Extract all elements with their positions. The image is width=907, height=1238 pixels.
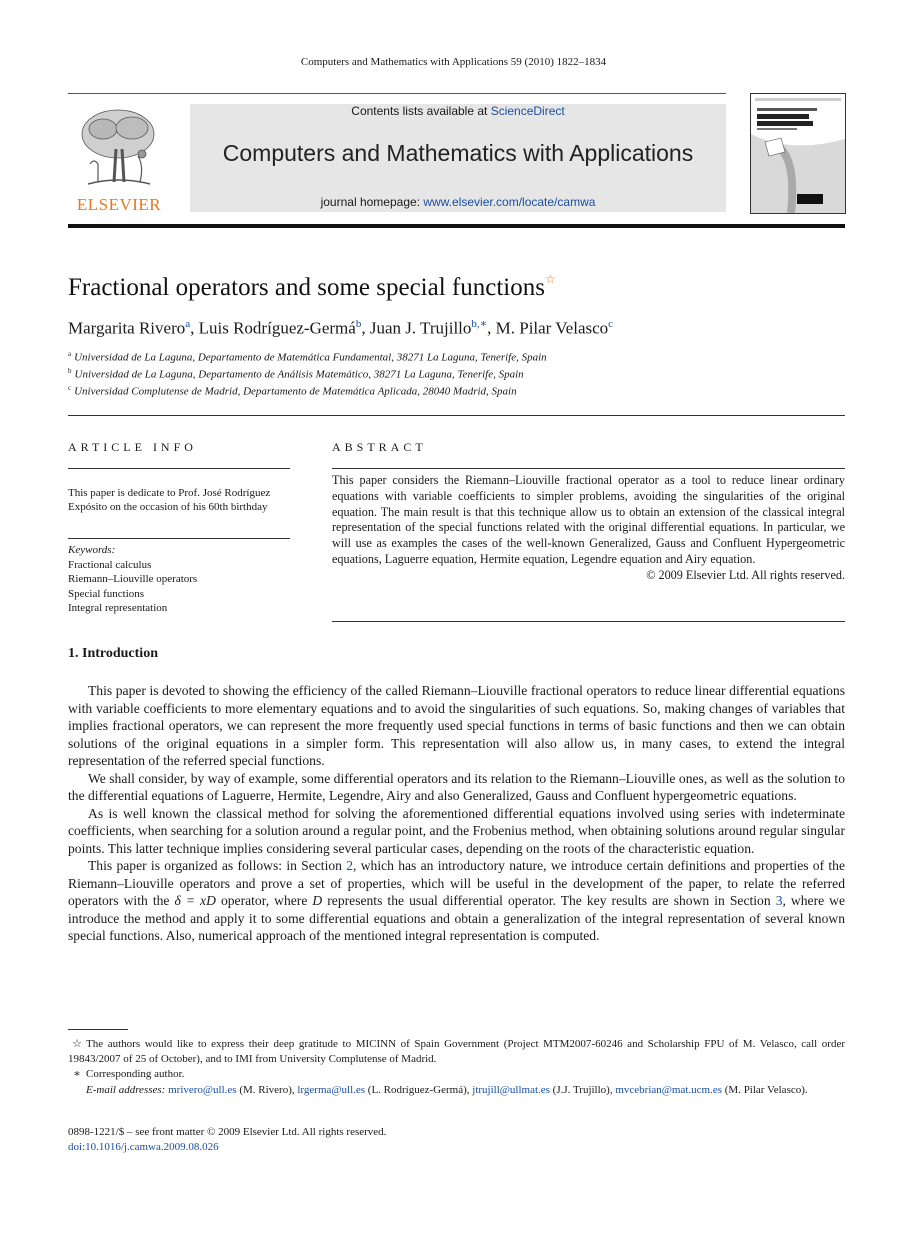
- footnotes: [68, 1037, 845, 1098]
- author-affil-mark[interactable]: b,∗: [471, 318, 488, 330]
- author-name: Luis Rodríguez-Germá: [198, 318, 356, 338]
- introduction-body: [68, 682, 845, 945]
- abstract-paragraph: This paper considers the Riemann–Liouville fractional operator as a tool to reduce linear ordinary equations with variable coefficients to simpler problems, avoiding the singularities of the original equation. The main result is that this technique allow us to obtain an extension of the classical integral representation of the special functions related with the original differential equations. In particular, we will use as examples the cases of the well-known Generalized, Gauss and Confluent Hypergeometric equations, Laguerre equation, Hermite equation, Legendre equation and Airy equation.: [332, 473, 845, 566]
- affiliation-mark: a: [68, 350, 72, 358]
- emails-label: E-mail addresses:: [86, 1083, 166, 1096]
- running-head: Computers and Mathematics with Applications 59 (2010) 1822–1834: [300, 56, 607, 68]
- tree-icon: [68, 104, 168, 194]
- abstract-rule: [332, 621, 845, 622]
- dedication-note: This paper is dedicate to Prof. José Rodríguez Expósito on the occasion of his 60th birthday: [68, 487, 271, 513]
- section-heading-introduction: 1. Introduction: [68, 646, 158, 661]
- abstract-copyright: © 2009 Elsevier Ltd. All rights reserved.: [646, 567, 845, 582]
- affiliation-text: Universidad Complutense de Madrid, Departamento de Matemática Aplicada, 28040 Madrid, Spain: [74, 385, 517, 398]
- email-owner: (M. Rivero),: [239, 1083, 295, 1096]
- footnote-rule: [68, 1029, 128, 1030]
- affiliation: [68, 384, 517, 398]
- author-name: Juan J. Trujillo: [369, 318, 472, 338]
- email-owner: (M. Pilar Velasco).: [724, 1083, 808, 1096]
- email-link[interactable]: lrgerma@ull.es: [297, 1083, 366, 1096]
- masthead-bottom-rule: [68, 224, 845, 228]
- sciencedirect-link[interactable]: ScienceDirect: [490, 104, 565, 118]
- keywords-block: [68, 543, 290, 616]
- text-run: represents the usual differential operator. The key results are shown in Section: [322, 893, 776, 908]
- contents-prefix: Contents lists available at: [351, 104, 491, 118]
- text-run: This paper is organized as follows: in Section: [88, 858, 347, 873]
- doi-link[interactable]: doi:10.1016/j.camwa.2009.08.026: [68, 1141, 219, 1153]
- elsevier-wordmark: ELSEVIER: [76, 195, 162, 214]
- body-paragraph: We shall consider, by way of example, some differential operators and its relation to the Riemann–Liouville ones, as well as the solution to the differential equations of Laguerre, Hermite, Legendre, Airy and also Generalized, Gauss and Confluent hypergeometric equations.: [68, 770, 845, 803]
- body-paragraph: This paper is devoted to showing the efficiency of the called Riemann–Liouville fractional operators to reduce linear differential equations with variable coefficients to more elementary equations and to avoid the singularities of such equations. So, making changes of variables that implies fractional operators, we can represent the more frequently used special functions in terms of basic functions and then we can obtain solutions of the original equations in a simpler form. This representation will also allow us, in many cases, to extend the integral representation of the referred special functions.: [68, 683, 845, 768]
- journal-cover-thumbnail: [750, 93, 846, 214]
- footnote-mark: ∗: [73, 1068, 81, 1081]
- section-ref-link[interactable]: 2: [346, 858, 354, 873]
- keywords-label: Keywords:: [68, 544, 116, 556]
- affiliation: [68, 350, 547, 364]
- abstract-body: [332, 473, 845, 584]
- footnote: [68, 1067, 845, 1082]
- contents-line: [190, 104, 726, 118]
- text-run: , which has an introductory nature, we introduce certain definitions and properties of the Riemann–Liouville operators and prove a set of properties, which will be useful in the development of the paper, to relate the referred operators with the: [68, 858, 845, 908]
- author-affil-mark[interactable]: a: [185, 318, 191, 330]
- journal-homepage-line: [190, 195, 726, 209]
- title-footnote-mark[interactable]: ☆: [544, 272, 556, 286]
- affiliation: [68, 367, 524, 381]
- footnote-text: The authors would like to express their deep gratitude to MICINN of Spain Government (Project MTM2007-60246 and Scholarship FPU of M. Velasco, call order 19843/2007 of 25 of October), and to IMI from University Complutense of Madrid.: [68, 1038, 845, 1066]
- email-link[interactable]: jtrujill@ullmat.es: [472, 1083, 550, 1096]
- footnote-text: Corresponding author.: [86, 1068, 185, 1081]
- keyword-item: Integral representation: [68, 602, 168, 614]
- email-addresses: [68, 1083, 845, 1098]
- author-name: M. Pilar Velasco: [495, 318, 609, 338]
- email-owner: (L. Rodríguez-Germá),: [367, 1083, 470, 1096]
- author-affil-mark[interactable]: b: [355, 318, 362, 330]
- affiliation-mark: b: [68, 367, 72, 375]
- journal-title: Computers and Mathematics with Applications: [222, 140, 694, 166]
- paper-title-text: Fractional operators and some special functions: [68, 274, 545, 301]
- author-affil-mark[interactable]: c: [608, 318, 614, 330]
- email-link[interactable]: mrivero@ull.es: [168, 1083, 237, 1096]
- body-paragraph: As is well known the classical method for solving the aforementioned differential equations involved using series with indeterminate coefficients, when searching for a solution around a regular point, and the Frobenius method, when obtaining solutions around regular singular points. This latter technique implies considering several particular cases, depending on the roots of the characteristic equation.: [68, 805, 845, 856]
- paper-title: [68, 272, 556, 302]
- email-owner: (J.J. Trujillo),: [552, 1083, 613, 1096]
- footnote-mark: ☆: [72, 1038, 82, 1050]
- body-paragraph: [68, 857, 845, 945]
- footnote: [68, 1037, 845, 1067]
- affiliation-mark: c: [68, 384, 72, 392]
- inline-math: δ = xD: [174, 893, 216, 908]
- text-run: operator, where: [215, 893, 313, 908]
- keyword-item: Riemann–Liouville operators: [68, 573, 198, 585]
- affiliation-text: Universidad de La Laguna, Departamento de Análisis Matemático, 38271 La Laguna, Tenerife, Spain: [74, 368, 524, 381]
- homepage-link[interactable]: www.elsevier.com/locate/camwa: [423, 195, 596, 209]
- keyword-item: Fractional calculus: [68, 558, 152, 571]
- inline-math: D: [312, 893, 323, 908]
- keyword-item: Special functions: [68, 587, 145, 600]
- article-info-rule: [68, 538, 290, 539]
- front-matter: [68, 1125, 386, 1155]
- journal-cover-image: [751, 94, 845, 213]
- masthead-top-rule: [68, 93, 726, 94]
- article-info-rule: [68, 468, 290, 469]
- article-info-heading: ARTICLE INFO: [68, 440, 197, 454]
- text-run: , where we introduce the method and apply it to some differential equations and obtain a generalization of the integral representation of several known special functions. Also, numerical approach of the mentioned integral representation is computed.: [68, 893, 846, 943]
- section-ref-link[interactable]: 3: [775, 893, 783, 908]
- author-name: Margarita Rivero: [68, 318, 186, 338]
- author-list: Margarita Rivero$^a$, Luis Rodríguez-Germá$^b$, Juan J. Trujillo$^{b,∗}$, M. Pilar Velasco$^c$: [68, 318, 614, 338]
- abstract-rule: [332, 468, 845, 469]
- email-link[interactable]: mvcebrian@mat.ucm.es: [615, 1083, 722, 1096]
- issn-line: 0898-1221/$ – see front matter © 2009 Elsevier Ltd. All rights reserved.: [68, 1126, 387, 1138]
- homepage-prefix: journal homepage:: [320, 195, 424, 209]
- section-divider: [68, 415, 845, 416]
- abstract-heading: ABSTRACT: [332, 440, 427, 454]
- affiliation-text: Universidad de La Laguna, Departamento de Matemática Fundamental, 38271 La Laguna, Tenerife, Spain: [74, 351, 547, 364]
